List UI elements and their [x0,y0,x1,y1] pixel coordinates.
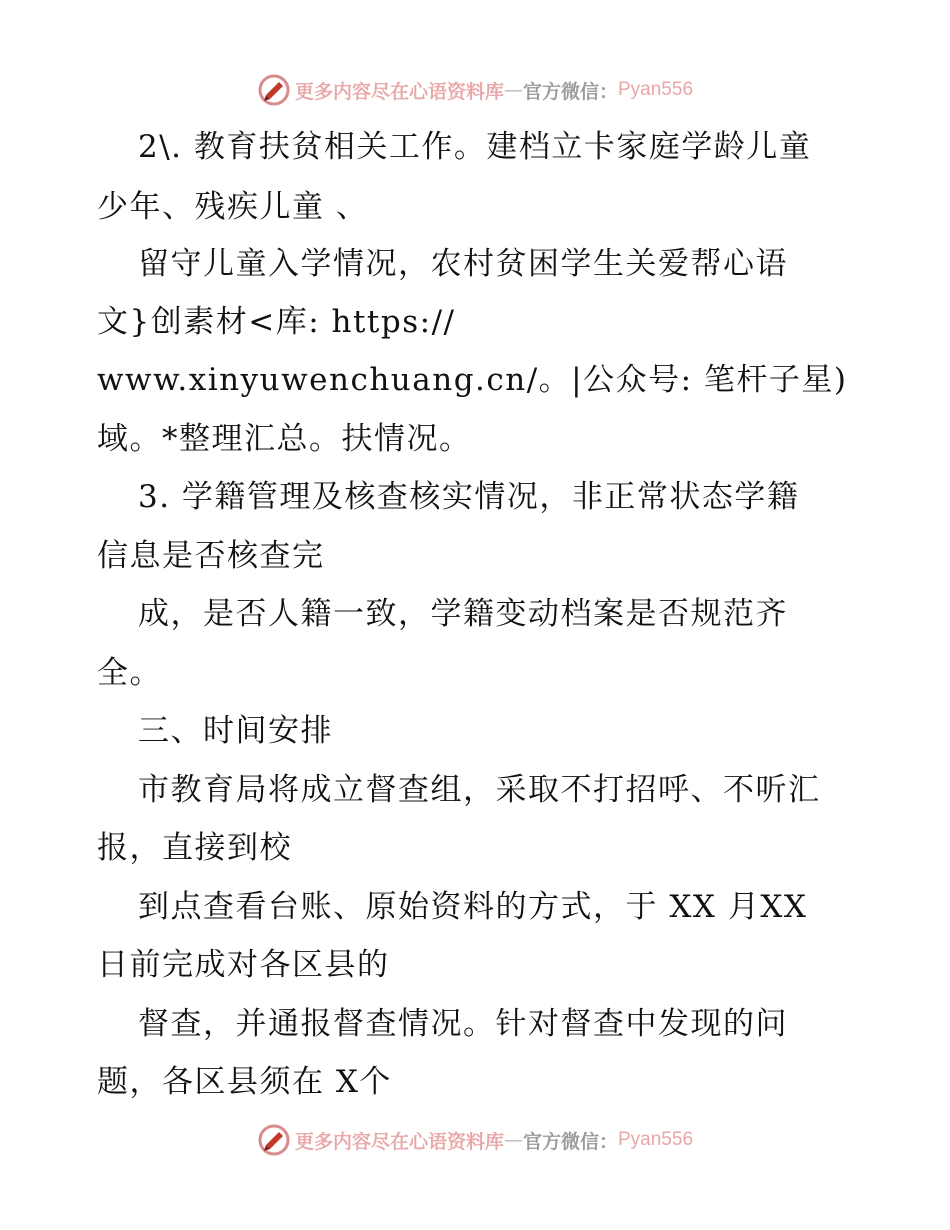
body-line: 信息是否核查完 [97,538,325,574]
body-line: 题，各区县须在 X个 [97,1064,392,1100]
body-line: 少年、残疾儿童 、 [97,189,369,225]
body-line: 2\. 教育扶贫相关工作。建档立卡家庭学龄儿童 [138,129,812,165]
body-line: 全。 [97,655,162,691]
watermark-wechat-id: Pyan556 [618,79,694,100]
body-line: 成，是否人籍一致，学籍变动档案是否规范齐 [138,596,788,632]
body-line: 域。*整理汇总。扶情况。 [97,421,472,457]
body-line: 3. 学籍管理及核查核实情况，非正常状态学籍 [138,479,800,515]
body-line: 报，直接到校 [97,830,292,866]
body-line: 督查，并通报督查情况。针对督查中发现的问 [138,1006,788,1042]
body-line: 到点查看台账、原始资料的方式，于 XX 月XX [138,889,808,925]
pen-logo-icon [257,1123,291,1157]
body-line: 留守儿童入学情况，农村贫困学生关爱帮心语 [138,246,788,282]
body-line: 市教育局将成立督查组，采取不打招呼、不听汇 [138,772,821,808]
watermark-dash: — [503,1129,523,1151]
watermark-wechat-id: Pyan556 [618,1129,694,1150]
watermark-dash: — [503,79,523,101]
watermark-main-text: 更多内容尽在心语资料库 [294,1130,504,1153]
watermark-sub-text: 官方微信： [522,1130,618,1153]
watermark-main-text: 更多内容尽在心语资料库 [294,80,504,103]
footer-watermark [0,1122,950,1158]
body-line: 文}创素材<库: https:// [97,304,456,340]
watermark-sub-text: 官方微信： [522,80,618,103]
body-line: 日前完成对各区县的 [97,947,390,983]
header-watermark [0,72,950,108]
section-heading: 三、时间安排 [138,713,333,749]
body-line: www.xinyuwenchuang.cn/。|公众号: 笔杆子星) [97,362,848,398]
pen-logo-icon [257,73,291,107]
